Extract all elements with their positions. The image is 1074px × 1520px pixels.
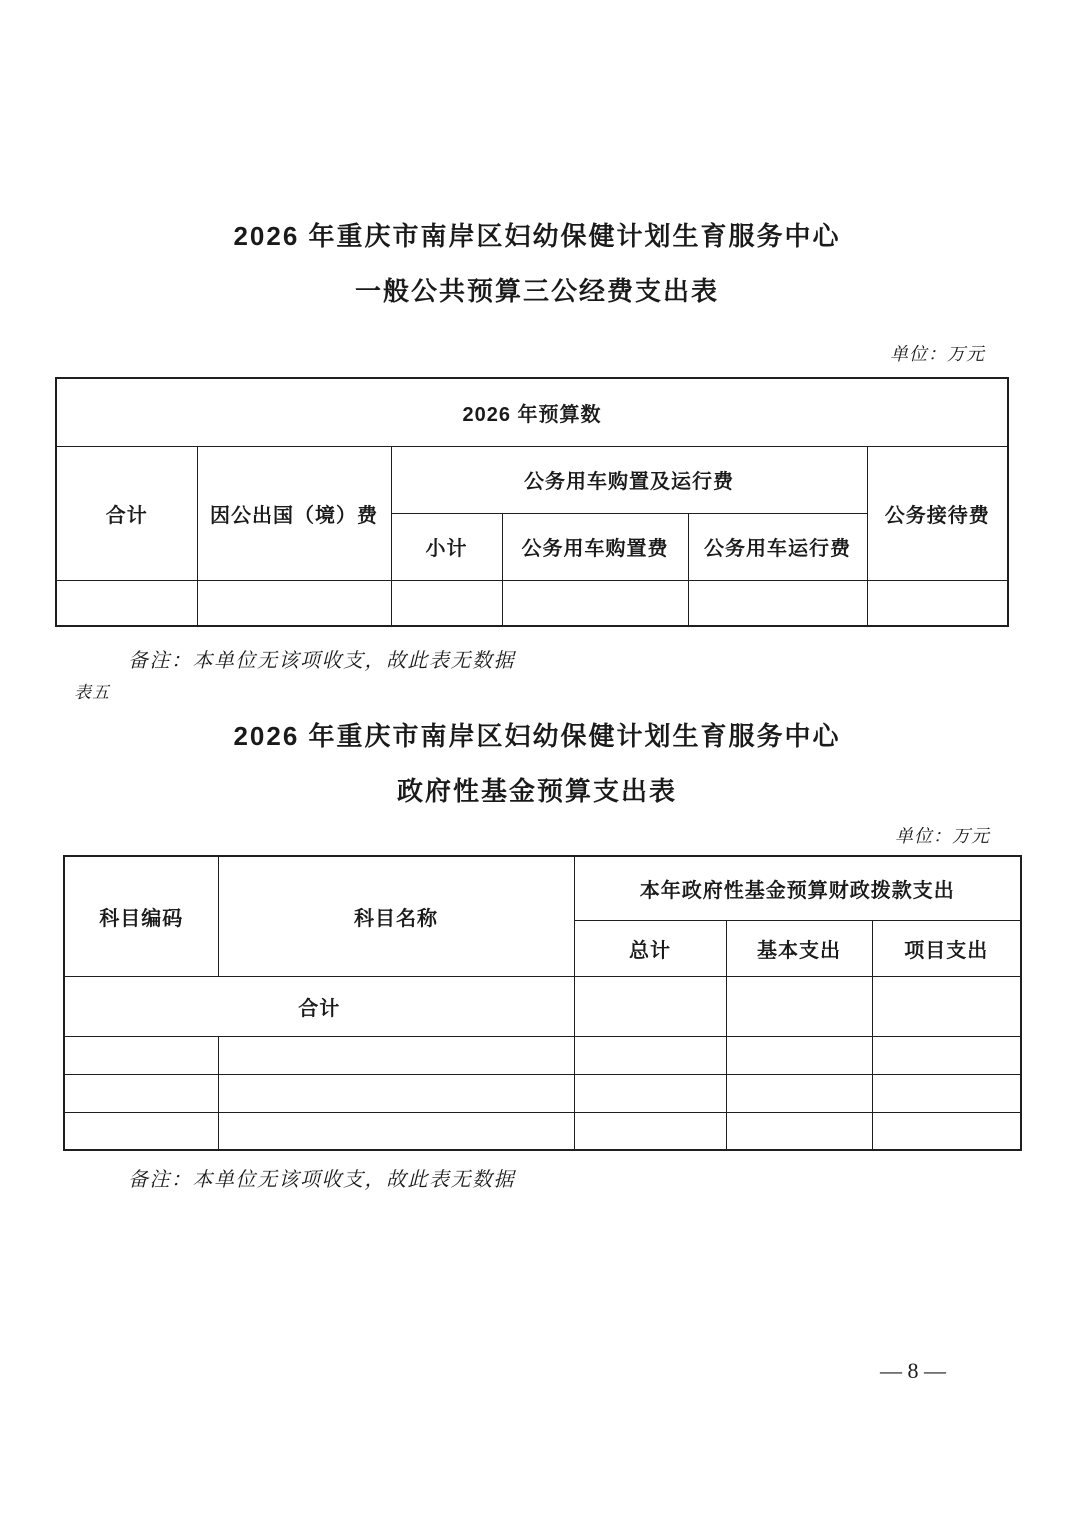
empty-data-cell bbox=[872, 1036, 1021, 1074]
note-three-public: 备注：本单位无该项收支，故此表无数据 bbox=[128, 650, 515, 672]
unit-label-gov-fund: 单位：万元 bbox=[895, 826, 990, 846]
header-vehicle-subtotal-cell: 小计 bbox=[391, 513, 502, 580]
three-public-expense-table bbox=[55, 377, 1009, 627]
empty-data-cell bbox=[218, 1074, 574, 1112]
header-budget-year-cell: 2026 年预算数 bbox=[56, 378, 1008, 446]
header-vehicle-group-cell: 公务用车购置及运行费 bbox=[391, 446, 867, 513]
empty-data-cell bbox=[64, 1036, 218, 1074]
gov-fund-title-org: 2026 年重庆市南岸区妇幼保健计划生育服务中心 bbox=[233, 721, 841, 751]
three-public-title-org: 2026 年重庆市南岸区妇幼保健计划生育服务中心 bbox=[233, 221, 841, 251]
empty-data-cell bbox=[197, 580, 391, 626]
gov-fund-budget-table bbox=[63, 855, 1022, 1151]
gov-fund-title-name: 政府性基金预算支出表 bbox=[396, 776, 677, 806]
header-vehicle-operating-cell: 公务用车运行费 bbox=[688, 513, 867, 580]
table-five-label: 表五 bbox=[74, 683, 110, 702]
empty-data-cell bbox=[391, 580, 502, 626]
header-total-cell: 合计 bbox=[56, 446, 197, 580]
empty-data-cell bbox=[574, 976, 726, 1036]
header-reception-fee-cell: 公务接待费 bbox=[867, 446, 1008, 580]
empty-data-cell bbox=[867, 580, 1008, 626]
empty-data-cell bbox=[726, 1112, 872, 1150]
empty-data-cell bbox=[726, 1074, 872, 1112]
header-project-expense-cell: 项目支出 bbox=[872, 920, 1021, 976]
header-grand-total-cell: 总计 bbox=[574, 920, 726, 976]
header-subject-name-cell: 科目名称 bbox=[218, 856, 574, 976]
header-fund-expense-group-cell: 本年政府性基金预算财政拨款支出 bbox=[574, 856, 1021, 920]
page-number: — 8 — bbox=[880, 1358, 946, 1383]
empty-data-cell bbox=[502, 580, 688, 626]
empty-data-cell bbox=[726, 1036, 872, 1074]
empty-data-cell bbox=[64, 1112, 218, 1150]
header-basic-expense-cell: 基本支出 bbox=[726, 920, 872, 976]
empty-data-cell bbox=[726, 976, 872, 1036]
empty-data-cell bbox=[574, 1036, 726, 1074]
empty-data-cell bbox=[574, 1074, 726, 1112]
empty-data-cell bbox=[574, 1112, 726, 1150]
empty-data-cell bbox=[218, 1112, 574, 1150]
empty-data-cell bbox=[872, 1074, 1021, 1112]
unit-label-three-public: 单位：万元 bbox=[890, 344, 985, 364]
three-public-title-name: 一般公共预算三公经费支出表 bbox=[354, 276, 719, 306]
empty-data-cell bbox=[56, 580, 197, 626]
header-subject-code-cell: 科目编码 bbox=[64, 856, 218, 976]
header-abroad-fee-cell: 因公出国（境）费 bbox=[197, 446, 391, 580]
empty-data-cell bbox=[872, 976, 1021, 1036]
note-gov-fund: 备注：本单位无该项收支，故此表无数据 bbox=[128, 1169, 515, 1191]
total-row-label-cell: 合计 bbox=[64, 976, 574, 1036]
empty-data-cell bbox=[688, 580, 867, 626]
header-vehicle-purchase-cell: 公务用车购置费 bbox=[502, 513, 688, 580]
empty-data-cell bbox=[64, 1074, 218, 1112]
empty-data-cell bbox=[218, 1036, 574, 1074]
empty-data-cell bbox=[872, 1112, 1021, 1150]
